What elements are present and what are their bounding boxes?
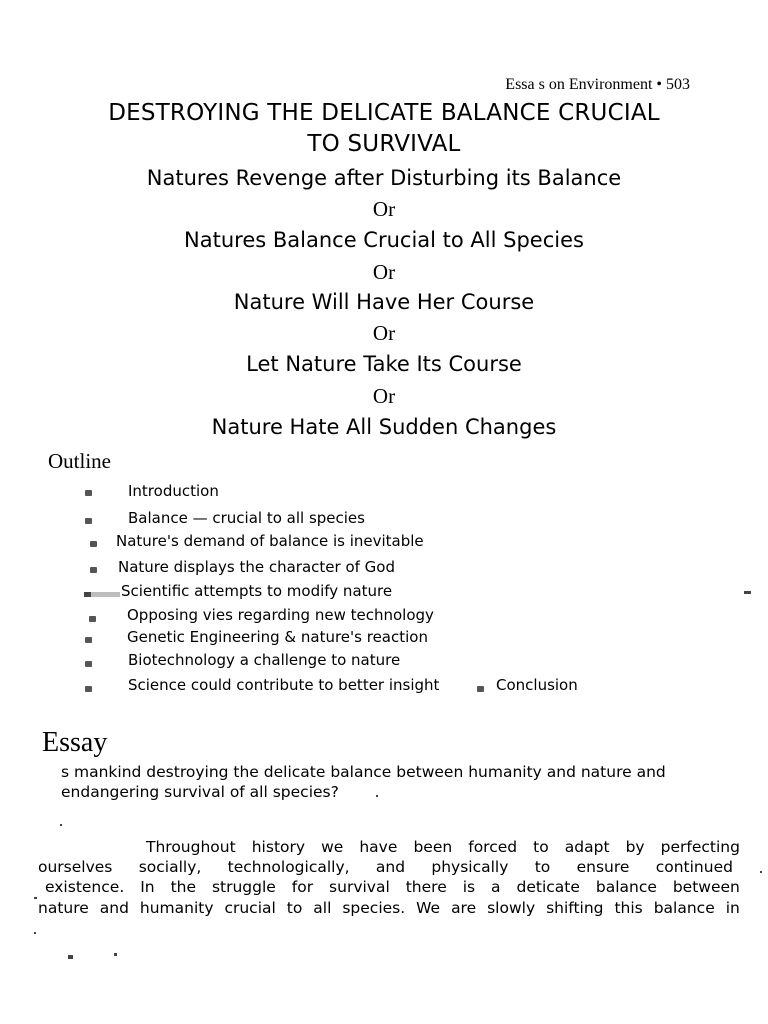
body-line: ourselves socially, technologically, and physically to ensure continued xyxy=(38,858,733,876)
outline-item: Nature displays the character of God xyxy=(118,558,396,576)
body-line: existence. In the struggle for survival there is a deticate balance between xyxy=(45,878,740,896)
running-head: Essa s on Environment • 503 xyxy=(505,76,690,93)
bullet-icon xyxy=(84,592,120,597)
outline-item: Conclusion xyxy=(496,676,578,694)
outline-heading: Outline xyxy=(48,449,111,473)
alternate-title-2: Natures Balance Crucial to All Species xyxy=(184,228,584,252)
outline-item: Balance — crucial to all species xyxy=(128,509,365,527)
stray-mark xyxy=(34,897,37,899)
alternate-title-3: Nature Will Have Her Course xyxy=(233,290,535,314)
bullet-icon xyxy=(90,541,97,547)
stray-mark xyxy=(760,871,762,873)
alternate-title-4: Let Nature Take Its Course xyxy=(246,352,522,376)
alternate-title-5: Nature Hate All Sudden Changes xyxy=(211,415,557,439)
outline-item: Scientific attempts to modify nature xyxy=(121,582,393,600)
or-separator: Or xyxy=(372,197,396,221)
stray-mark xyxy=(34,932,36,934)
bullet-icon xyxy=(477,686,484,692)
outline-item: Nature's demand of balance is inevitable xyxy=(116,532,424,550)
outline-item: Opposing vies regarding new technology xyxy=(127,606,434,624)
bullet-icon xyxy=(85,490,92,496)
stray-mark xyxy=(376,795,378,797)
outline-item: Introduction xyxy=(128,482,219,500)
body-line: Throughout history we have been forced to adapt by perfecting xyxy=(146,838,740,856)
essay-heading: Essay xyxy=(42,727,108,758)
or-separator: Or xyxy=(372,260,396,284)
title-line-1: DESTROYING THE DELICATE BALANCE CRUCIAL xyxy=(108,100,660,126)
outline-item: Biotechnology a challenge to nature xyxy=(128,651,401,669)
body-line: nature and humanity crucial to all species. We are slowly shifting this balance in xyxy=(38,899,740,917)
stray-mark xyxy=(744,591,751,594)
title-line-2: TO SURVIVAL xyxy=(307,131,461,157)
bullet-icon xyxy=(85,637,92,643)
stray-mark xyxy=(114,953,117,956)
alternate-title-1: Natures Revenge after Disturbing its Balance xyxy=(146,166,622,190)
or-separator: Or xyxy=(372,384,396,408)
bullet-icon xyxy=(90,567,97,573)
outline-item: Genetic Engineering & nature's reaction xyxy=(127,628,428,646)
bullet-icon xyxy=(85,661,92,667)
bullet-icon xyxy=(89,616,96,622)
essay-question-line-2: endangering survival of all species? xyxy=(61,783,339,801)
bullet-icon xyxy=(85,518,92,524)
stray-mark xyxy=(60,824,62,826)
bullet-icon xyxy=(85,686,92,692)
stray-mark xyxy=(68,955,73,959)
essay-question-line-1: s mankind destroying the delicate balance between humanity and nature and xyxy=(61,763,666,781)
or-separator: Or xyxy=(372,321,396,345)
outline-item: Science could contribute to better insight xyxy=(128,676,440,694)
